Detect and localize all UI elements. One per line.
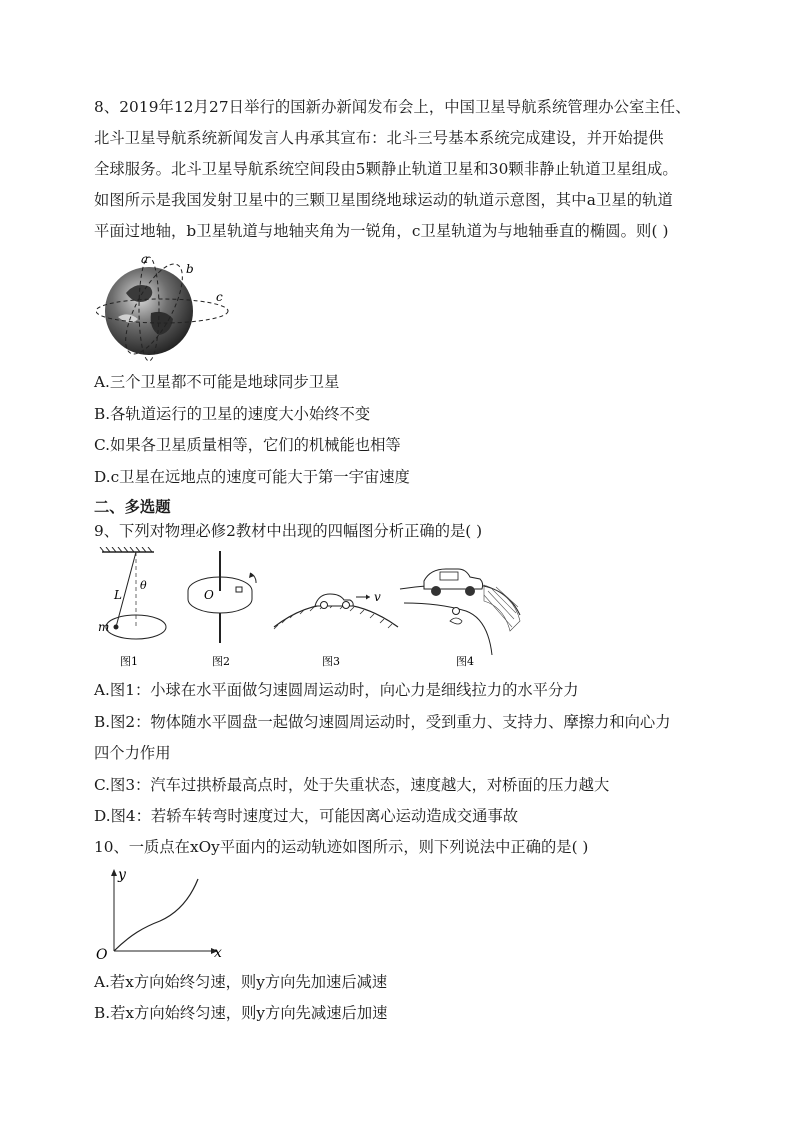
q8-line-1: 8、2019年12月27日举行的国新办新闻发布会上，中国卫星导航系统管理办公室主任、 xyxy=(94,98,691,116)
section-title: 二、多选题 xyxy=(94,498,171,516)
q8-option-c: C.如果各卫星质量相等，它们的机械能也相等 xyxy=(94,436,401,454)
q9-title: 9、下列对物理必修2教材中出现的四幅图分析正确的是( ) xyxy=(94,522,483,540)
q8-option-b: B.各轨道运行的卫星的速度大小始终不变 xyxy=(94,404,371,423)
figure-1-caption: 图1 xyxy=(120,655,138,668)
trajectory-figure xyxy=(94,865,234,961)
label-O-disk: O xyxy=(204,588,214,602)
q8-line-4: 如图所示是我国发射卫星中的三颗卫星围绕地球运动的轨道示意图，其中a卫星的轨道 xyxy=(94,191,673,209)
figure-2-rotating-disk xyxy=(188,551,256,668)
figure-3-car-bridge xyxy=(274,590,398,668)
earth-globe xyxy=(105,267,193,355)
question-10 xyxy=(94,833,700,1030)
q9-option-b: B.图2：物体随水平圆盘一起做匀速圆周运动时，受到重力、支持力、摩擦力和向心力 xyxy=(94,712,671,731)
earth-orbits-figure xyxy=(96,253,246,365)
label-m: m xyxy=(98,620,110,634)
label-theta: θ xyxy=(140,579,147,592)
origin-label: O xyxy=(96,946,108,961)
figure-3-caption: 图3 xyxy=(322,655,340,668)
q10-title: 10、一质点在xOy平面内的运动轨迹如图所示，则下列说法中正确的是( ) xyxy=(94,837,589,856)
axis-y-label: y xyxy=(118,866,126,883)
question-8 xyxy=(94,92,700,493)
q8-option-a: A.三个卫星都不可能是地球同步卫星 xyxy=(94,373,340,391)
q9-option-d: D.图4：若轿车转弯时速度过大，可能因离心运动造成交通事故 xyxy=(94,807,519,825)
label-L: L xyxy=(114,588,122,602)
q9-option-b-continued: 四个力作用 xyxy=(94,744,171,762)
q10-option-a: A.若x方向始终匀速，则y方向先加速后减速 xyxy=(94,972,388,991)
q9-option-a: A.图1：小球在水平面做匀速圆周运动时，向心力是细线拉力的水平分力 xyxy=(94,681,579,699)
trajectory-curve xyxy=(114,879,198,951)
label-v: v xyxy=(374,590,381,604)
figure-4-caption: 图4 xyxy=(456,655,474,668)
question-9 xyxy=(94,519,700,833)
q9-option-c: C.图3：汽车过拱桥最高点时，处于失重状态，速度越大，对桥面的压力越大 xyxy=(94,775,610,794)
q8-line-2: 北斗卫星导航系统新闻发言人冉承其宣布：北斗三号基本系统完成建设，并开始提供 xyxy=(94,129,664,147)
figure-2-caption: 图2 xyxy=(212,655,230,668)
label-a: a xyxy=(141,253,149,266)
label-c: c xyxy=(216,290,223,304)
q10-option-b: B.若x方向始终匀速，则y方向先减速后加速 xyxy=(94,1004,388,1022)
four-figures xyxy=(94,547,534,673)
figure-1-conical-pendulum xyxy=(98,547,166,668)
label-b: b xyxy=(186,262,194,276)
q8-option-d: D.c卫星在远地点的速度可能大于第一宇宙速度 xyxy=(94,467,410,486)
figure-4-car-turning xyxy=(400,569,520,668)
exam-page xyxy=(94,92,700,1030)
axis-x-label: x xyxy=(214,944,222,961)
q8-line-3: 全球服务。北斗卫星导航系统空间段由5颗静止轨道卫星和30颗非静止轨道卫星组成。 xyxy=(94,160,678,178)
q8-line-5: 平面过地轴，b卫星轨道与地轴夹角为一锐角，c卫星轨道为与地轴垂直的椭圆。则( ) xyxy=(94,222,669,240)
